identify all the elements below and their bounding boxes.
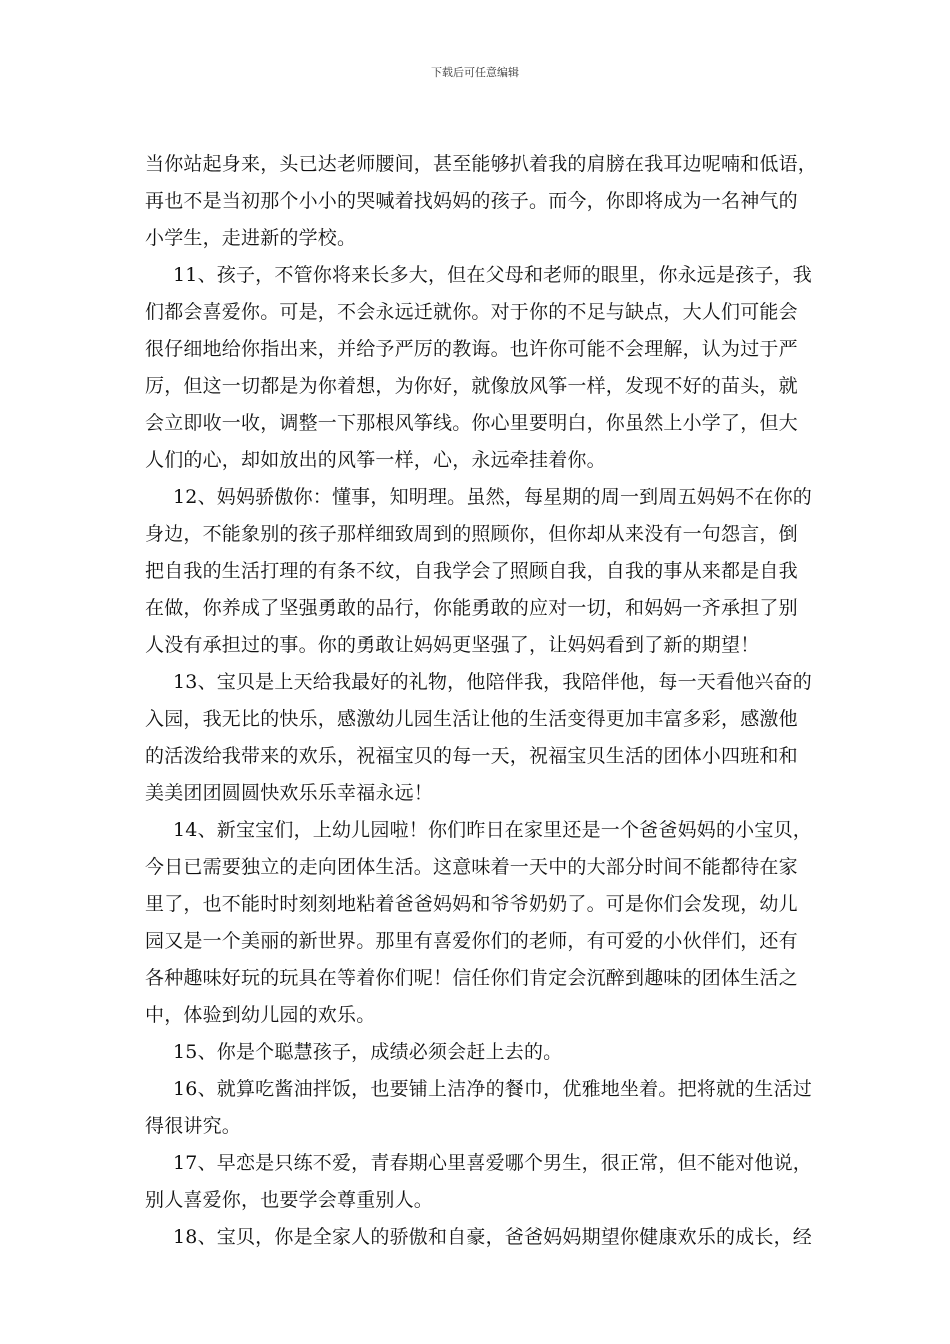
document-body	[145, 146, 818, 1256]
text-line: 13、宝贝是上天给我最好的礼物，他陪伴我，我陪伴他，每一天看他兴奋的	[173, 671, 812, 693]
text-line: 把自我的生活打理的有条不纹，自我学会了照顾自我，自我的事从来都是自我	[145, 560, 798, 582]
page-header: 下载后可任意编辑	[431, 66, 519, 79]
text-line: 里了，也不能时时刻刻地粘着爸爸妈妈和爷爷奶奶了。可是你们会发现，幼儿	[145, 893, 798, 915]
text-line: 身边，不能象别的孩子那样细致周到的照顾你，但你却从来没有一句怨言，倒	[145, 523, 798, 545]
text-line: 各种趣味好玩的玩具在等着你们呢！信任你们肯定会沉醉到趣味的团体生活之	[145, 967, 798, 989]
text-line: 人没有承担过的事。你的勇敢让妈妈更坚强了，让妈妈看到了新的期望！	[145, 634, 760, 656]
text-line: 16、就算吃酱油拌饭，也要铺上洁净的餐巾，优雅地坐着。把将就的生活过	[173, 1078, 812, 1100]
text-line: 再也不是当初那个小小的哭喊着找妈妈的孩子。而今，你即将成为一名神气的	[145, 190, 798, 212]
text-line: 的活泼给我带来的欢乐，祝福宝贝的每一天，祝福宝贝生活的团体小四班和和	[145, 745, 798, 767]
text-line: 中，体验到幼儿园的欢乐。	[145, 1004, 376, 1026]
text-line: 18、宝贝，你是全家人的骄傲和自豪，爸爸妈妈期望你健康欢乐的成长，经	[173, 1226, 812, 1248]
text-line: 12、妈妈骄傲你：懂事，知明理。虽然，每星期的周一到周五妈妈不在你的	[173, 486, 812, 508]
text-line: 会立即收一收，调整一下那根风筝线。你心里要明白，你虽然上小学了，但大	[145, 412, 798, 434]
text-line: 在做，你养成了坚强勇敢的品行，你能勇敢的应对一切，和妈妈一齐承担了别	[145, 597, 798, 619]
text-line: 人们的心，却如放出的风筝一样，心，永远牵挂着你。	[145, 449, 606, 471]
text-line: 园又是一个美丽的新世界。那里有喜爱你们的老师，有可爱的小伙伴们，还有	[145, 930, 798, 952]
text-line: 17、早恋是只练不爱，青春期心里喜爱哪个男生，很正常，但不能对他说，	[173, 1152, 812, 1174]
text-line: 当你站起身来，头已达老师腰间，甚至能够扒着我的肩膀在我耳边呢喃和低语，	[145, 153, 818, 175]
text-line: 很仔细地给你指出来，并给予严厉的教诲。也许你可能不会理解，认为过于严	[145, 338, 798, 360]
text-line: 美美团团圆圆快欢乐乐幸福永远！	[145, 782, 434, 804]
text-line: 别人喜爱你，也要学会尊重别人。	[145, 1189, 434, 1211]
text-line: 11、孩子，不管你将来长多大，但在父母和老师的眼里，你永远是孩子，我	[173, 264, 812, 286]
text-line: 得很讲究。	[145, 1115, 242, 1137]
text-line: 14、新宝宝们，上幼儿园啦！你们昨日在家里还是一个爸爸妈妈的小宝贝，	[173, 819, 812, 841]
text-line: 们都会喜爱你。可是，不会永远迁就你。对于你的不足与缺点，大人们可能会	[145, 301, 798, 323]
text-line: 入园，我无比的快乐，感激幼儿园生活让他的生活变得更加丰富多彩，感激他	[145, 708, 798, 730]
text-line: 今日已需要独立的走向团体生活。这意味着一天中的大部分时间不能都待在家	[145, 856, 798, 878]
text-line: 15、你是个聪慧孩子，成绩必须会赶上去的。	[173, 1041, 563, 1063]
text-line: 厉，但这一切都是为你着想，为你好，就像放风筝一样，发现不好的苗头，就	[145, 375, 798, 397]
text-line: 小学生，走进新的学校。	[145, 227, 357, 249]
